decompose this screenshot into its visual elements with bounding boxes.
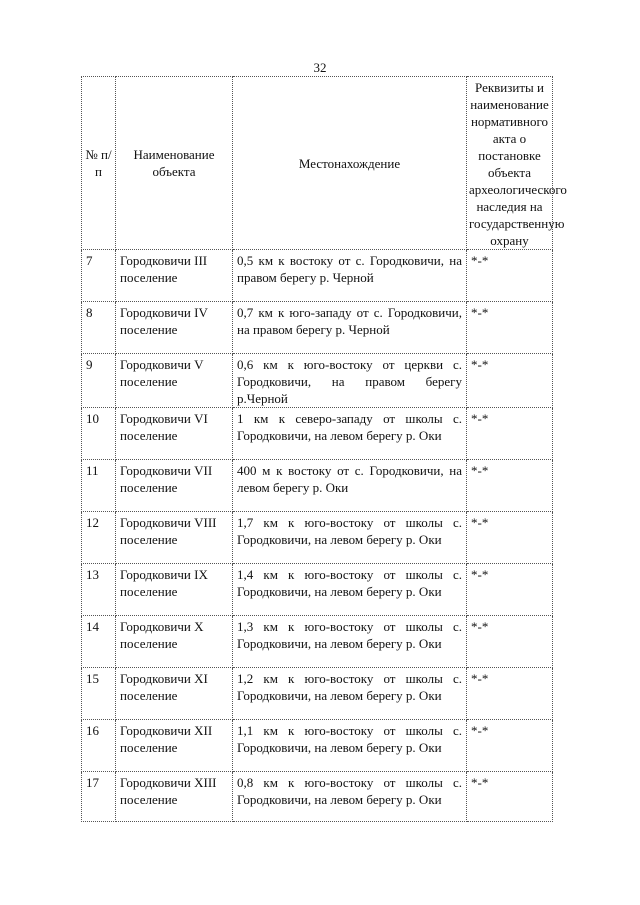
header-name: Наименование объекта <box>116 77 233 250</box>
row-location: 1,7 км к юго-востоку от школы с. Городковичи, на левом берегу р. Оки <box>233 512 467 564</box>
row-requisites: *-* <box>467 564 553 616</box>
row-location: 1,1 км к юго-востоку от школы с. Городковичи, на левом берегу р. Оки <box>233 720 467 772</box>
row-number: 11 <box>82 460 116 512</box>
row-number: 9 <box>82 354 116 408</box>
row-object-name: Городковичи VIII поселение <box>116 512 233 564</box>
row-number: 15 <box>82 668 116 720</box>
table-row <box>82 564 553 616</box>
row-location: 0,7 км к юго-западу от с. Городковичи, на правом берегу р. Черной <box>233 302 467 354</box>
table-row <box>82 512 553 564</box>
row-number: 17 <box>82 772 116 822</box>
table-row <box>82 302 553 354</box>
row-number: 14 <box>82 616 116 668</box>
row-requisites: *-* <box>467 460 553 512</box>
row-object-name: Городковичи IX поселение <box>116 564 233 616</box>
table-header <box>82 77 567 250</box>
row-location: 1 км к северо-западу от школы с. Городковичи, на левом берегу р. Оки <box>233 408 467 460</box>
row-number: 8 <box>82 302 116 354</box>
row-location: 1,3 км к юго-востоку от школы с. Городковичи, на левом берегу р. Оки <box>233 616 467 668</box>
row-object-name: Городковичи V поселение <box>116 354 233 408</box>
row-location: 1,4 км к юго-востоку от школы с. Городковичи, на левом берегу р. Оки <box>233 564 467 616</box>
header-row <box>82 77 553 250</box>
heritage-sites-table <box>81 76 567 822</box>
row-object-name: Городковичи X поселение <box>116 616 233 668</box>
row-location: 400 м к востоку от с. Городковичи, на левом берегу р. Оки <box>233 460 467 512</box>
row-requisites: *-* <box>467 720 553 772</box>
header-number: № п/п <box>82 77 116 250</box>
row-object-name: Городковичи IV поселение <box>116 302 233 354</box>
table-row <box>82 668 553 720</box>
row-location: 0,6 км к юго-востоку от церкви с. Городковичи, на правом берегу р.Черной <box>233 354 467 408</box>
row-object-name: Городковичи XIII поселение <box>116 772 233 822</box>
row-object-name: Городковичи VII поселение <box>116 460 233 512</box>
row-requisites: *-* <box>467 772 553 822</box>
table-row <box>82 250 553 302</box>
row-requisites: *-* <box>467 354 553 408</box>
header-location: Местонахождение <box>233 77 467 250</box>
row-requisites: *-* <box>467 512 553 564</box>
row-number: 13 <box>82 564 116 616</box>
row-requisites: *-* <box>467 302 553 354</box>
row-location: 0,8 км к юго-востоку от школы с. Городковичи, на левом берегу р. Оки <box>233 772 467 822</box>
table-row <box>82 354 553 408</box>
row-object-name: Городковичи XII поселение <box>116 720 233 772</box>
table-row <box>82 408 553 460</box>
row-location: 1,2 км к юго-востоку от школы с. Городковичи, на левом берегу р. Оки <box>233 668 467 720</box>
header-requisites: Реквизиты и наименование нормативного акта о постановке объекта археологического наследия на государственную охрану <box>467 77 553 250</box>
table-row <box>82 616 553 668</box>
row-location: 0,5 км к востоку от с. Городковичи, на правом берегу р. Черной <box>233 250 467 302</box>
page-number: 32 <box>313 60 327 75</box>
row-number: 16 <box>82 720 116 772</box>
row-number: 12 <box>82 512 116 564</box>
row-object-name: Городковичи III поселение <box>116 250 233 302</box>
row-number: 7 <box>82 250 116 302</box>
row-requisites: *-* <box>467 616 553 668</box>
row-requisites: *-* <box>467 668 553 720</box>
row-requisites: *-* <box>467 408 553 460</box>
row-object-name: Городковичи VI поселение <box>116 408 233 460</box>
table-row <box>82 772 553 822</box>
row-requisites: *-* <box>467 250 553 302</box>
table-body <box>82 250 553 822</box>
row-number: 10 <box>82 408 116 460</box>
table-row <box>82 460 553 512</box>
row-object-name: Городковичи XI поселение <box>116 668 233 720</box>
table-row <box>82 720 553 772</box>
